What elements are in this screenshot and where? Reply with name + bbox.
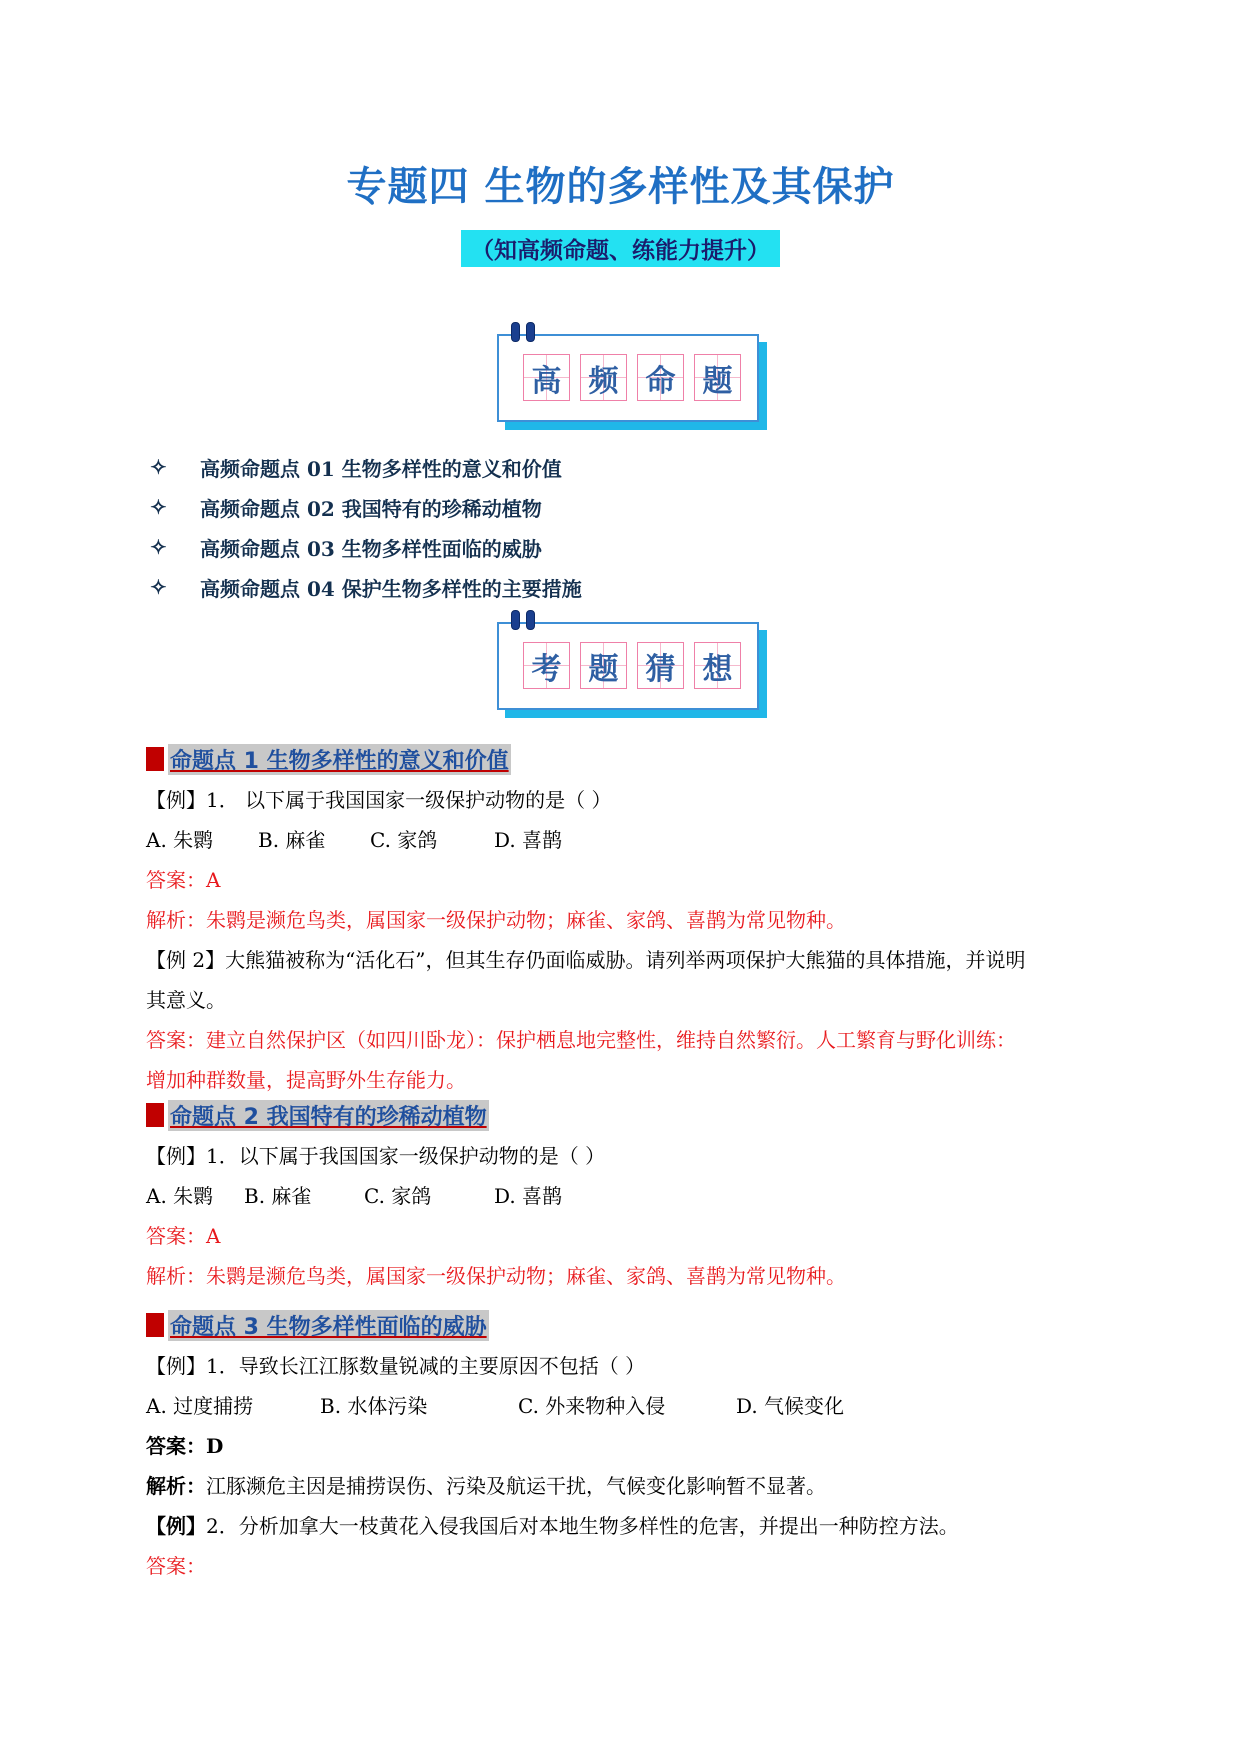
analysis-text: 解析：朱鹮是濒危鸟类，属国家一级保护动物；麻雀、家鸽、喜鹊为常见物种。: [146, 908, 846, 932]
badge-char: 频: [580, 354, 627, 401]
answer-text: 答案：A: [146, 868, 221, 892]
answer-text: 答案：建立自然保护区（如四川卧龙）：保护栖息地完整性，维持自然繁衍。人工繁育与野化训练：: [146, 1028, 1016, 1052]
section-heading: 命题点 1 生物多样性的意义和价值: [146, 742, 1026, 776]
answer-text: 增加种群数量，提高野外生存能力。: [146, 1068, 466, 1092]
badge-char: 想: [694, 642, 741, 689]
badge-char: 高: [523, 354, 570, 401]
answer-text: 答案：: [146, 1554, 206, 1578]
red-square-icon: [146, 1103, 164, 1127]
question-text: 【例】1．以下属于我国国家一级保护动物的是（ ）: [146, 1144, 606, 1168]
question-text: 其意义。: [146, 988, 226, 1012]
option: B. 麻雀: [244, 1184, 312, 1208]
option: D. 喜鹊: [494, 828, 563, 852]
analysis-text: 解析：江豚濒危主因是捕捞误伤、污染及航运干扰，气候变化影响暂不显著。: [146, 1474, 826, 1498]
diamond-bullet-icon: ✧: [150, 495, 167, 519]
binder-rings-icon: [511, 610, 535, 630]
option: B. 水体污染: [320, 1394, 428, 1418]
option: A. 过度捕捞: [146, 1394, 254, 1418]
binder-rings-icon: [511, 322, 535, 342]
question-text: 【例】1． 以下属于我国国家一级保护动物的是（ ）: [146, 788, 612, 812]
option: A. 朱鹮: [146, 828, 214, 852]
options-row: [146, 1176, 846, 1216]
option: D. 气候变化: [736, 1394, 845, 1418]
diamond-bullet-icon: ✧: [150, 455, 167, 479]
badge-char: 考: [523, 642, 570, 689]
option: C. 家鸽: [370, 828, 438, 852]
answer-text: 答案：D: [146, 1434, 224, 1458]
page-title: 专题四 生物的多样性及其保护: [346, 164, 895, 210]
diamond-bullet-icon: ✧: [150, 575, 167, 599]
option: C. 外来物种入侵: [518, 1394, 666, 1418]
option: D. 喜鹊: [494, 1184, 563, 1208]
analysis-text: 解析：朱鹮是濒危鸟类，属国家一级保护动物；麻雀、家鸽、喜鹊为常见物种。: [146, 1264, 846, 1288]
question-text: 【例】2．分析加拿大一枝黄花入侵我国后对本地生物多样性的危害，并提出一种防控方法。: [146, 1514, 959, 1538]
option: C. 家鸽: [364, 1184, 432, 1208]
list-item: ✧ 高频命题点 04 保护生物多样性的主要措施: [150, 575, 582, 601]
page-subtitle: （知高频命题、练能力提升）: [461, 230, 780, 267]
badge-exam-guess: [497, 622, 767, 718]
badge-char: 题: [580, 642, 627, 689]
diamond-bullet-icon: ✧: [150, 535, 167, 559]
red-square-icon: [146, 1313, 164, 1337]
option: B. 麻雀: [258, 828, 326, 852]
badge-char: 猜: [637, 642, 684, 689]
question-text: 【例 2】大熊猫被称为“活化石”，但其生存仍面临威胁。请列举两项保护大熊猫的具体措施，并说明: [146, 948, 1026, 972]
list-item: ✧ 高频命题点 01 生物多样性的意义和价值: [150, 455, 562, 481]
options-row: [146, 820, 1026, 860]
badge-high-frequency: [497, 334, 767, 430]
answer-text: 答案：A: [146, 1224, 221, 1248]
section-2: [146, 1098, 846, 1296]
list-item: ✧ 高频命题点 03 生物多样性面临的威胁: [150, 535, 542, 561]
topic-list: [150, 447, 582, 607]
section-heading: 命题点 3 生物多样性面临的威胁: [146, 1308, 959, 1342]
section-3: [146, 1308, 959, 1586]
section-1: [146, 742, 1026, 1100]
badge-char: 命: [637, 354, 684, 401]
subtitle-wrap: [0, 230, 1241, 267]
badge-char: 题: [694, 354, 741, 401]
section-heading: 命题点 2 我国特有的珍稀动植物: [146, 1098, 846, 1132]
list-item: ✧ 高频命题点 02 我国特有的珍稀动植物: [150, 495, 542, 521]
options-row: [146, 1386, 959, 1426]
red-square-icon: [146, 747, 164, 771]
option: A. 朱鹮: [146, 1184, 214, 1208]
question-text: 【例】1．导致长江江豚数量锐减的主要原因不包括（ ）: [146, 1354, 646, 1378]
